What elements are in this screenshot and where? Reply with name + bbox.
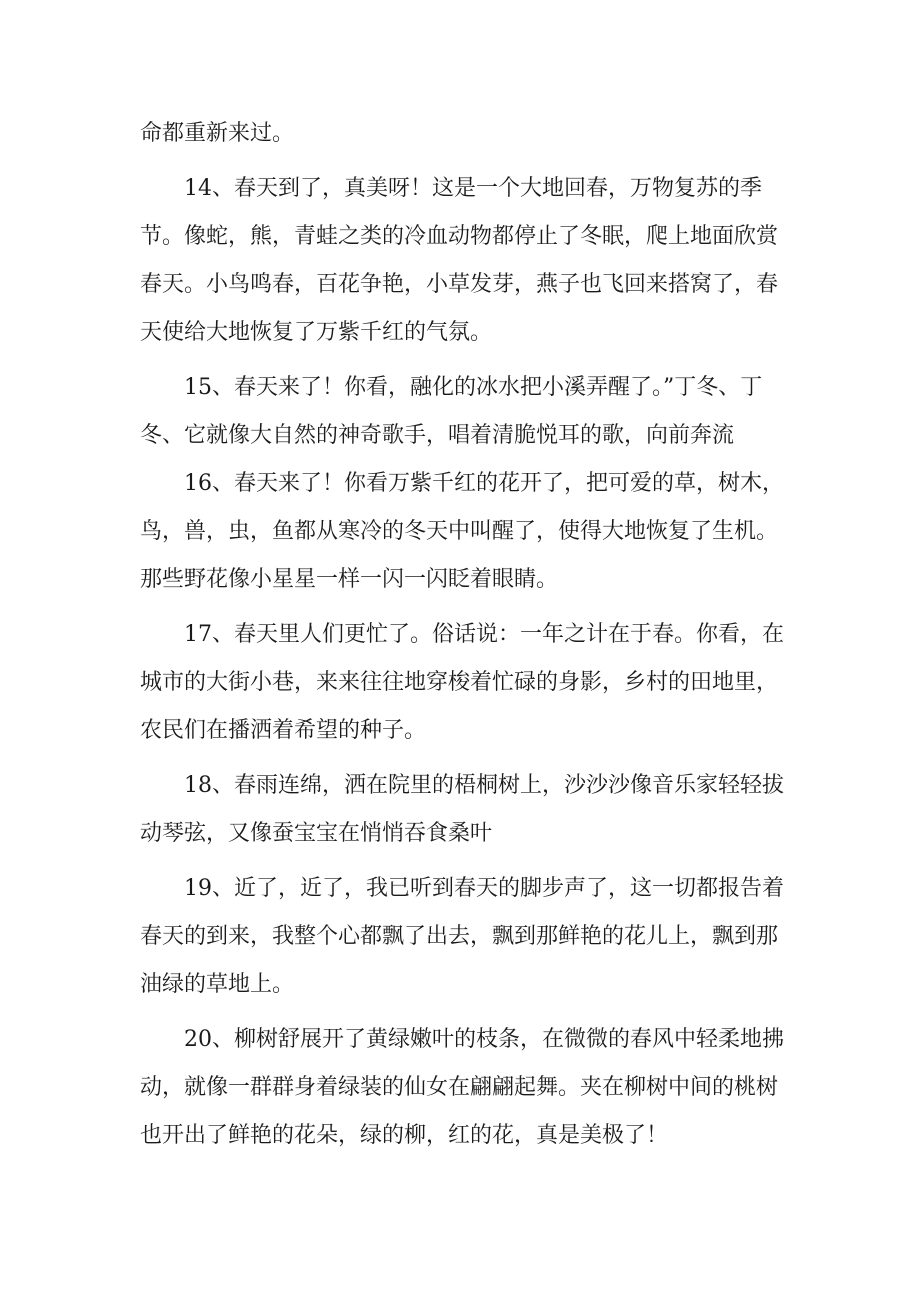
paragraph-16: 16、春天来了！你看万紫千红的花开了，把可爱的草，树木，鸟，兽，虫，鱼都从寒冷的冬天中叫醒了，使得大地恢复了生机。那些野花像小星星一样一闪一闪眨着眼睛。 — [140, 471, 784, 592]
paragraph-20: 20、柳树舒展开了黄绿嫩叶的枝条，在微微的春风中轻柔地拂动，就像一群群身着绿装的仙女在翩翩起舞。夹在柳树中间的桃树也开出了鲜艳的花朵，绿的柳，红的花，真是美极了！ — [140, 1027, 784, 1148]
continued-fragment: 命都重新来过。 — [140, 121, 295, 146]
document-body — [140, 110, 790, 1160]
paragraph-15: 15、春天来了！你看，融化的冰水把小溪弄醒了。”丁冬、丁冬、它就像大自然的神奇歌手，唱着清脆悦耳的歌，向前奔流 — [140, 375, 763, 448]
paragraph-19: 19、近了，近了，我已听到春天的脚步声了，这一切都报告着春天的到来，我整个心都飘了出去，飘到那鲜艳的花儿上，飘到那油绿的草地上。 — [140, 876, 784, 997]
paragraph-17: 17、春天里人们更忙了。俗话说：一年之计在于春。你看，在城市的大街小巷，来来往往地穿梭着忙碌的身影，乡村的田地里，农民们在播洒着希望的种子。 — [140, 622, 784, 743]
paragraph-18: 18、春雨连绵，洒在院里的梧桐树上，沙沙沙像音乐家轻轻拔动琴弦，又像蚕宝宝在悄悄吞食桑叶 — [140, 773, 784, 846]
paragraph-14: 14、春天到了，真美呀！这是一个大地回春，万物复苏的季节。像蛇，熊，青蛙之类的冷血动物都停止了冬眠，爬上地面欣赏春天。小鸟鸣春，百花争艳，小草发芽，燕子也飞回来搭窝了，春天使给大地恢复了万紫千红的气氛。 — [140, 176, 779, 345]
